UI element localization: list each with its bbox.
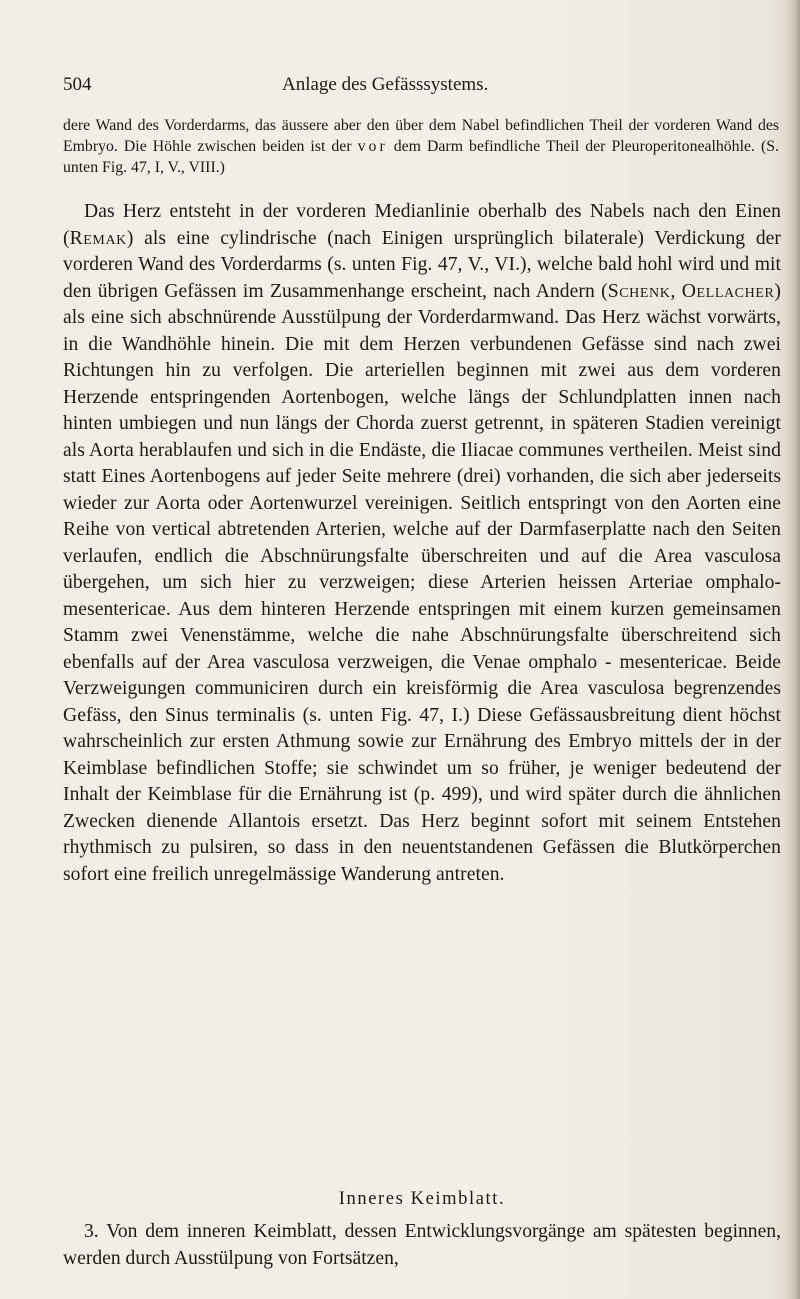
intro-paragraph [63, 116, 779, 178]
author-oellacher: Oellacher [681, 280, 775, 302]
main-text-1: Das Herz entsteht in der vorderen Medianlinie oberhalb des Nabels nach den Einen ( [63, 201, 781, 249]
final-paragraph [63, 1219, 781, 1272]
final-paragraph-text: 3. Von dem inneren Keimblatt, dessen Entwicklungsvorgänge am spätesten beginnen, werden durch Ausstülpung von Fortsätzen, [63, 1221, 781, 1269]
intro-text-b: dem Darm befindliche Theil der Pleuroperitonealhöhle. (S. unten Fig. 47, I, V., VIII.) [63, 137, 779, 176]
page-edge-shadow [786, 0, 800, 1299]
page-number: 504 [63, 74, 92, 95]
main-text-4: ) als eine sich abschnürende Ausstülpung der Vorderdarmwand. Das Herz wächst vorwärts, in die Wandhöhle hinein. Die mit dem Herzen verbundenen Gefässe sind nach zwei Richtungen hin zu verfolgen. Die arteriellen beginnen mit zwei aus dem vorderen Herzende entspringenden Aortenbogen, welche längs der Schlundplatten innen nach hinten umbiegen und nun längs der Chorda zuerst getrennt, in späteren Stadien vereinigt als Aorta herablaufen und sich in die Endäste, die Iliacae communes vertheilen. Meist sind statt Eines Aortenbogens auf jeder Seite mehrere (drei) vorhanden, die sich aber jederseits wieder zur Aorta oder Aortenwurzel vereinigen. Seitlich entspringt von den Aorten eine Reihe von vertical abtretenden Arterien, welche auf der Darmfaserplatte nach den Seiten verlaufen, endlich die Abschnürungsfalte überschreiten und auf die Area vasculosa übergehen, um sich hier zu verzweigen; diese Arterien heissen Arteriae omphalo-mesentericae. Aus dem hinteren Herzende entspringen mit einem kurzen gemeinsamen Stamm zwei Venenstämme, welche die nahe Abschnürungsfalte überschreitend sich ebenfalls auf der Area vasculosa verzweigen, die Venae omphalo - mesentericae. Beide Verzweigungen communiciren durch ein kreisförmig die Area vasculosa begrenzendes Gefäss, den Sinus terminalis (s. unten Fig. 47, I.) Diese Gefässausbreitung dient höchst wahrscheinlich zur ersten Athmung sowie zur Ernährung des Embryo mittels der in der Keimblase befindlichen Stoffe; sie schwindet um so früher, je weniger bedeutend der Inhalt der Keimblase für die Ernährung ist (p. 499), und wird später durch die ähnlichen Zwecken dienende Allantois ersetzt. Das Herz beginnt sofort mit seinem Entstehen rhythmisch zu pulsiren, so dass in den neuentstandenen Gefässen die Blutkörperchen sofort eine freilich unregelmässige Wanderung antreten. [63, 280, 781, 885]
intro-text-a: dere Wand des Vorderdarms, das äussere aber den über dem Nabel befindlichen Theil der vorderen Wand des Embryo. Die Höhle zwischen beiden ist der [63, 117, 779, 155]
page-header [63, 74, 783, 104]
main-paragraph [63, 199, 781, 888]
running-title: Anlage des Gefässsystems. [282, 74, 489, 95]
main-text-3: , [670, 280, 682, 302]
author-remak: Remak [69, 227, 127, 249]
author-schenk: Schenk [607, 280, 671, 302]
main-text-2: ) als eine cylindrische (nach Einigen ursprünglich bilaterale) Verdickung der vorderen Wand des Vorderdarms (s. unten Fig. 47, V., VI.), welche bald hohl wird und mit den übrigen Gefässen im Zusammenhange erscheint, nach Andern ( [63, 227, 781, 302]
main-paragraph-text [63, 199, 781, 888]
section-heading: Inneres Keimblatt. [338, 1189, 506, 1209]
intro-emphasis: vor [357, 137, 388, 155]
